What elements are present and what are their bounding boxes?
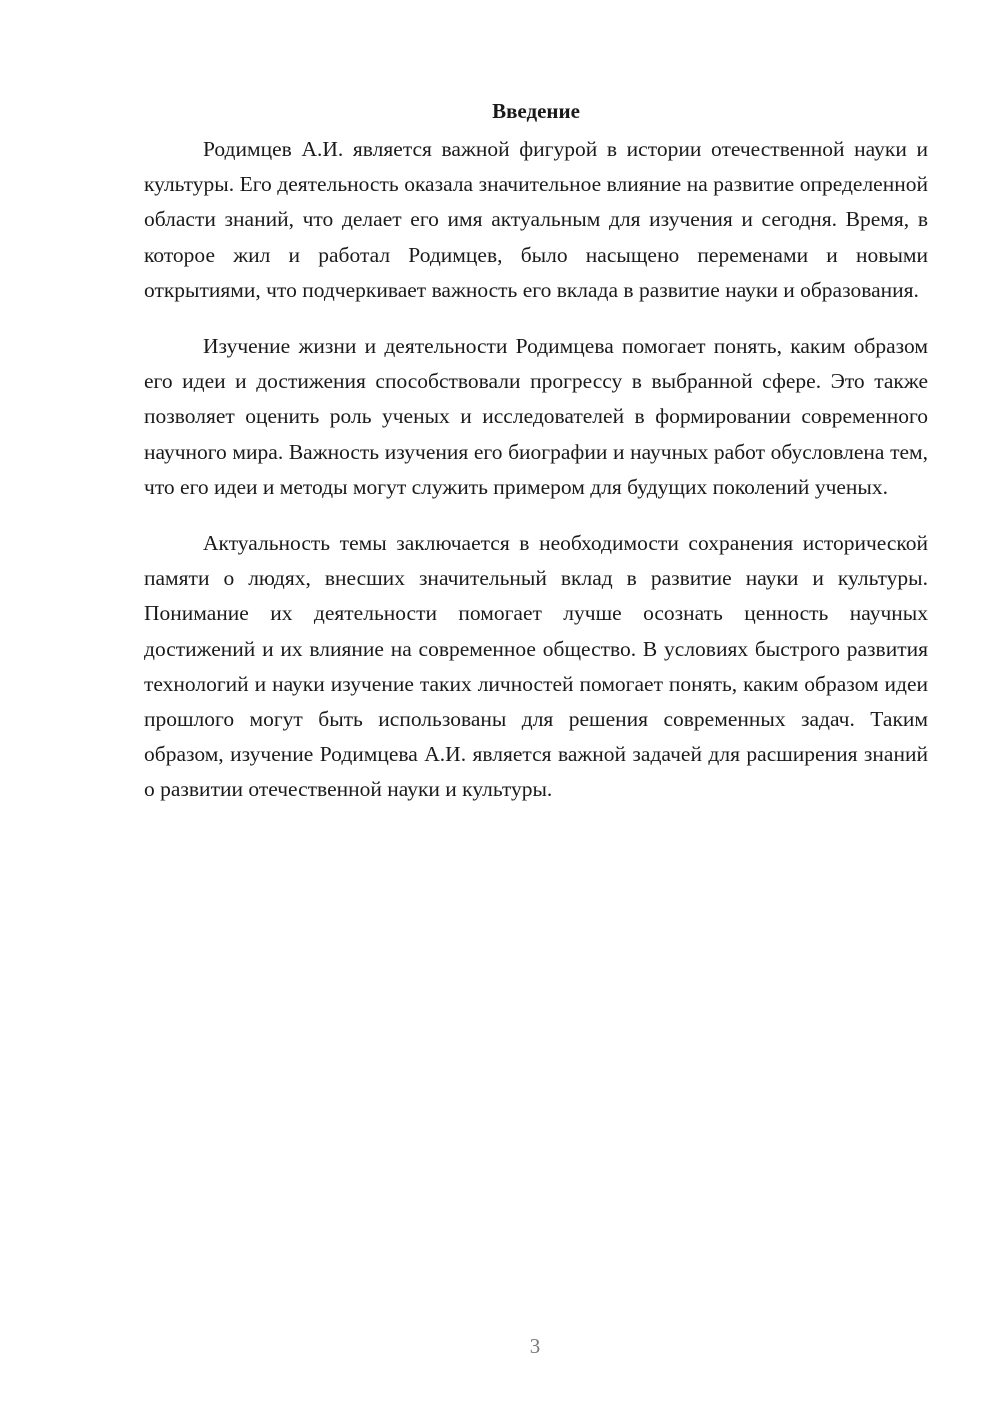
page-number: 3 — [529, 1334, 541, 1358]
paragraph-1: Родимцев А.И. является важной фигурой в истории отечественной науки и культуры. Его деятельность оказала значительное влияние на развитие определенной области знаний, что делает его имя актуальным для изучения и сегодня. Время, в которое жил и работал Родимцев, было насыщено переменами и новыми открытиями, что подчеркивает важность его вклада в развитие науки и образования. — [144, 137, 928, 302]
section-heading: Введение — [492, 99, 580, 123]
paragraph-2: Изучение жизни и деятельности Родимцева помогает понять, каким образом его идеи и достижения способствовали прогрессу в выбранной сфере. Это также позволяет оценить роль ученых и исследователей в формировании современного научного мира. Важность изучения его биографии и научных работ обусловлена тем, что его идеи и методы могут служить примером для будущих поколений ученых. — [144, 334, 928, 499]
page-content — [144, 96, 928, 829]
paragraph-3: Актуальность темы заключается в необходимости сохранения исторической памяти о людях, внесших значительный вклад в развитие науки и культуры. Понимание их деятельности помогает лучше осознать ценность научных достижений и их влияние на современное общество. В условиях быстрого развития технологий и науки изучение таких личностей помогает понять, каким образом идеи прошлого могут быть использованы для решения современных задач. Таким образом, изучение Родимцева А.И. является важной задачей для расширения знаний о развитии отечественной науки и культуры. — [144, 531, 928, 802]
